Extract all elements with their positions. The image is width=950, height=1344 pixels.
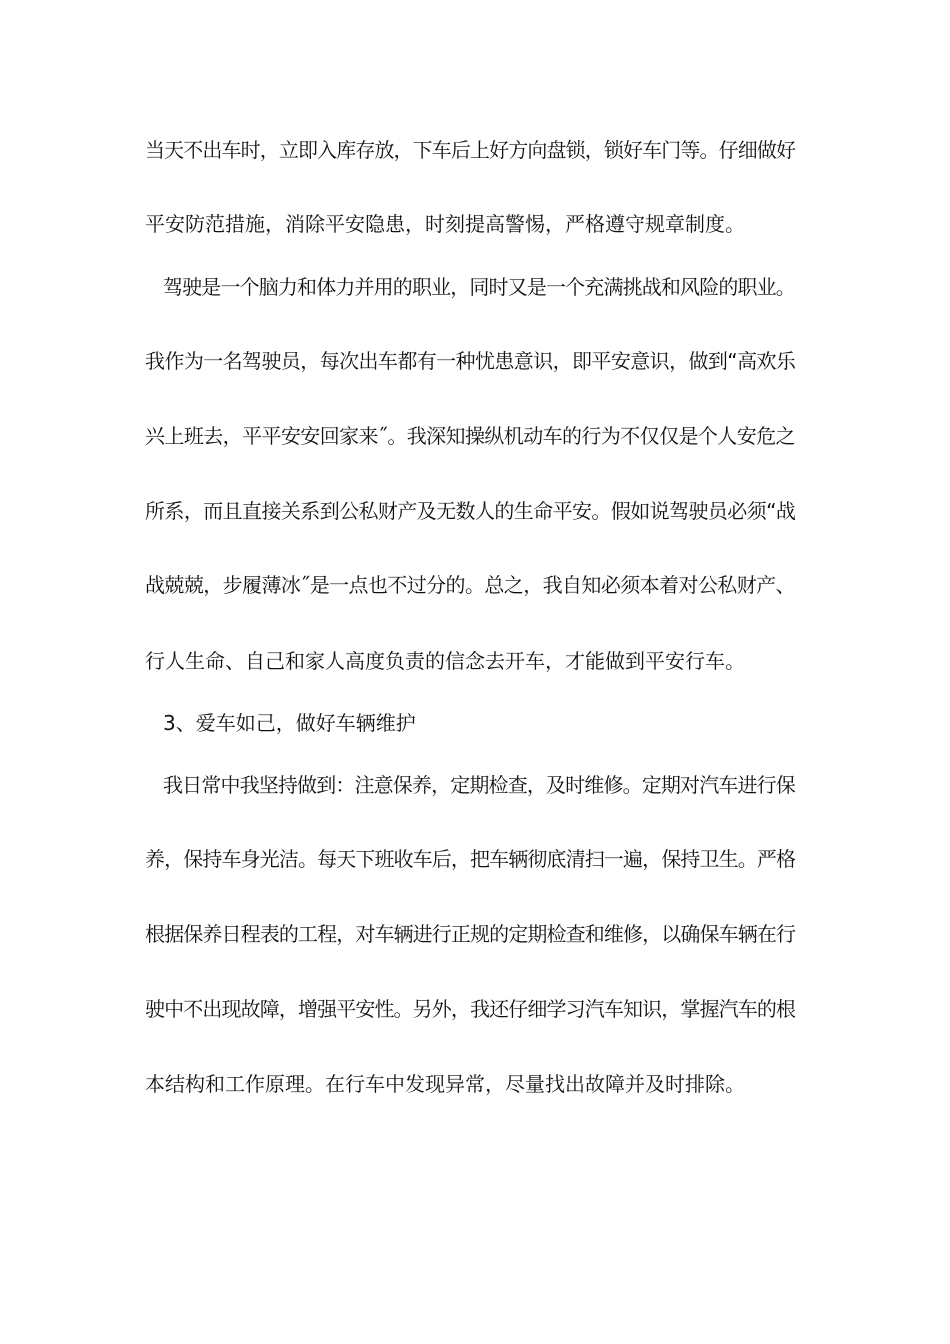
text-line: 平安防范措施，消除平安隐患，时刻提高警惕，严格遵守规章制度。 bbox=[145, 212, 745, 236]
text-line: 养，保持车身光洁。每天下班收车后，把车辆彻底清扫一遍，保持卫生。严格 bbox=[145, 847, 796, 871]
text-line: 当天不出车时，立即入库存放，下车后上好方向盘锁，锁好车门等。仔细做好 bbox=[145, 138, 796, 162]
text-line: 战兢兢，步履薄冰˝是一点也不过分的。总之，我自知必须本着对公私财产、 bbox=[145, 573, 795, 597]
text-line: 所系，而且直接关系到公私财产及无数人的生命平安。假如说驾驶员必须“战 bbox=[145, 499, 796, 523]
text-line: 行人生命、自己和家人高度负责的信念去开车，才能做到平安行车。 bbox=[145, 649, 745, 673]
text-line: 本结构和工作原理。在行车中发现异常，尽量找出故障并及时排除。 bbox=[145, 1072, 745, 1096]
text-line: 兴上班去，平平安安回家来˝。我深知操纵机动车的行为不仅仅是个人安危之 bbox=[145, 424, 795, 448]
text-line: 根据保养日程表的工程，对车辆进行正规的定期检查和维修，以确保车辆在行 bbox=[145, 922, 796, 946]
text-line: 驶中不出现故障，增强平安性。另外，我还仔细学习汽车知识，掌握汽车的根 bbox=[145, 997, 796, 1021]
text-line: 我日常中我坚持做到：注意保养，定期检查，及时维修。定期对汽车进行保 bbox=[163, 773, 795, 797]
section-heading: 3、爱车如己，做好车辆维护 bbox=[163, 711, 416, 735]
text-line: 驾驶是一个脑力和体力并用的职业，同时又是一个充满挑战和风险的职业。 bbox=[163, 275, 795, 299]
text-line: 我作为一名驾驶员，每次出车都有一种忧患意识，即平安意识，做到“高欢乐 bbox=[145, 349, 796, 373]
